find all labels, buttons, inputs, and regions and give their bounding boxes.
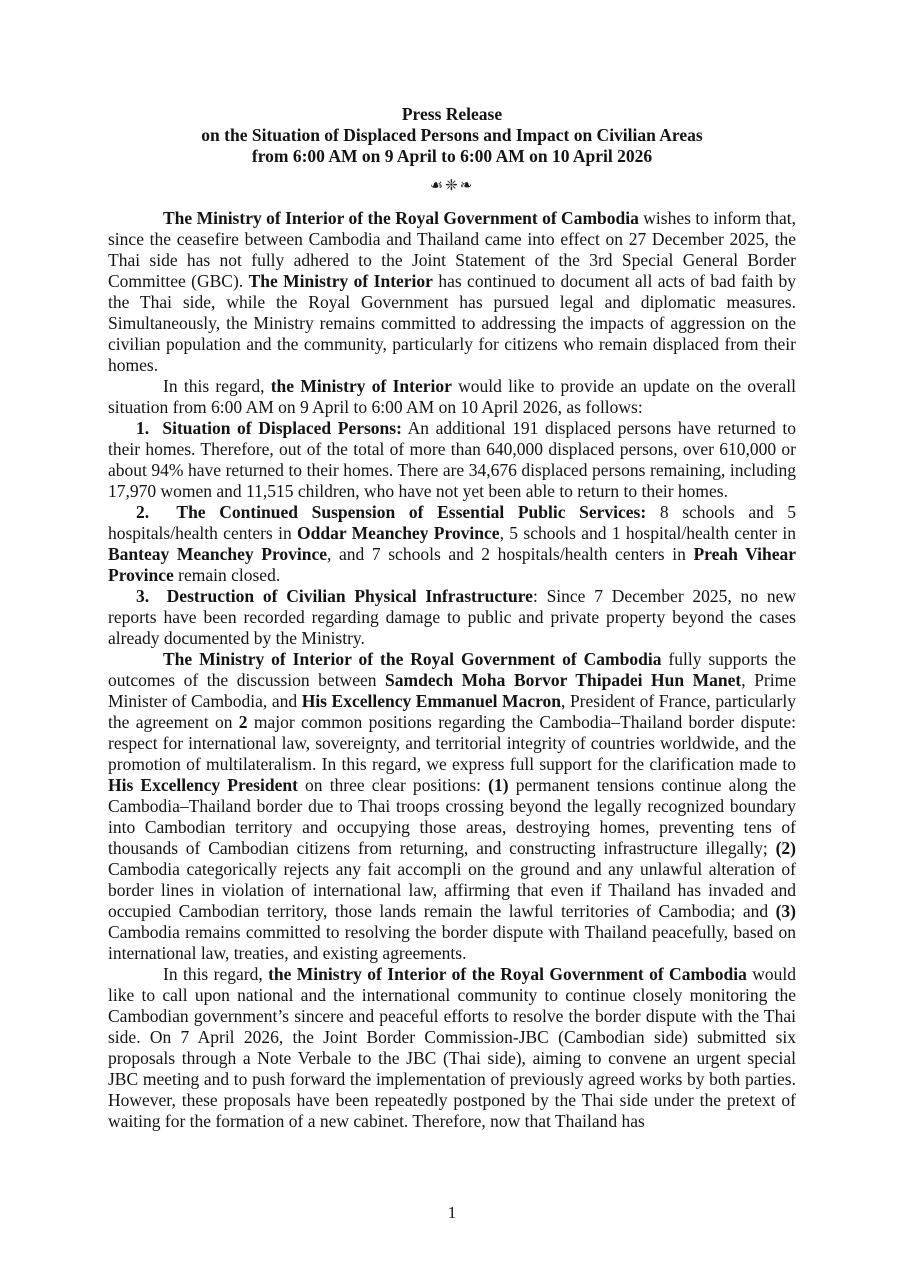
- text-run: : Since 7 December 2025, no new reports have been recorded regarding damage to public and private property beyond the cases already documented by the Ministry.: [108, 586, 796, 648]
- text-run: Cambodia categorically rejects any fait accompli on the ground and any unlawful alteration of border lines in violation of international law, affirming that even if Thailand has invaded and occupied Cambodian territory, those lands remain the lawful territories of Cambodia; and: [108, 859, 796, 921]
- text-run: , President of France, particularly the agreement on: [108, 691, 796, 732]
- bold-text-run: 2: [238, 712, 248, 732]
- bold-text-run: 1. Situation of Displaced Persons:: [136, 418, 402, 438]
- text-run: fully supports the outcomes of the discussion between: [108, 649, 796, 690]
- bold-text-run: The Ministry of Interior: [248, 271, 433, 291]
- text-run: Cambodia remains committed to resolving the border dispute with Thailand peacefully, based on international law, treaties, and existing agreements.: [108, 922, 796, 963]
- bold-text-run: (1): [488, 775, 509, 795]
- paragraph: [108, 376, 796, 418]
- text-run: on three clear positions:: [297, 775, 489, 795]
- text-run: permanent tensions continue along the Cambodia–Thailand border due to Thai troops crossing beyond the legally recognized boundary into Cambodian territory and occupying those areas, destroying homes, preventing tens of thousands of Cambodian citizens from returning, and constructing infrastructure illegally;: [108, 775, 796, 858]
- text-run: would like to call upon national and the international community to continue closely monitoring the Cambodian government’s sincere and peaceful efforts to resolve the border dispute with the Thai side. On 7 April 2026, the Joint Border Commission-JBC (Cambodian side) submitted six proposals through a Note Verbale to the JBC (Thai side), aiming to convene an urgent special JBC meeting and to push forward the implementation of previously agreed works by both parties. However, these proposals have been repeatedly postponed by the Thai side under the pretext of waiting for the formation of a new cabinet. Therefore, now that Thailand has: [108, 964, 796, 1131]
- page-number: 1: [447, 1203, 457, 1222]
- bold-text-run: 3. Destruction of Civilian Physical Infrastructure: [136, 586, 533, 606]
- bold-text-run: The Ministry of Interior of the Royal Government of Cambodia: [163, 649, 662, 669]
- title-line-3: from 6:00 AM on 9 April to 6:00 AM on 10 April 2026: [251, 146, 653, 166]
- paragraph: [108, 586, 796, 649]
- paragraph: [108, 208, 796, 376]
- bold-text-run: the Ministry of Interior: [270, 376, 452, 396]
- text-run: major common positions regarding the Cambodia–Thailand border dispute: respect for international law, sovereignty, and territorial integrity of countries worldwide, and the promotion of multilateralism. In this regard, we express full support for the clarification made to: [108, 712, 796, 774]
- paragraph: [108, 502, 796, 586]
- text-run: has continued to document all acts of bad faith by the Thai side, while the Royal Government has pursued legal and diplomatic measures. Simultaneously, the Ministry remains committed to addressing the impacts of aggression on the civilian population and the community, particularly for citizens who remain displaced from their homes.: [108, 271, 796, 375]
- document-body: [108, 208, 796, 1132]
- text-run: would like to provide an update on the overall situation from 6:00 AM on 9 April to 6:00 AM on 10 April 2026, as follows:: [108, 376, 796, 417]
- text-run: , 5 schools and 1 hospital/health center in: [499, 523, 797, 543]
- paragraph: [108, 418, 796, 502]
- bold-text-run: The Ministry of Interior of the Royal Government of Cambodia: [163, 208, 639, 228]
- bold-text-run: His Excellency President: [108, 775, 298, 795]
- paragraph: [108, 649, 796, 964]
- bold-text-run: Banteay Meanchey Province: [108, 544, 328, 564]
- text-run: In this regard,: [163, 964, 269, 984]
- paragraph: [108, 964, 796, 1132]
- document-title: [108, 104, 796, 167]
- text-run: An additional 191 displaced persons have returned to their homes. Therefore, out of the total of more than 640,000 displaced persons, over 610,000 or about 94% have returned to their homes. There are 34,676 displaced persons remaining, including 17,970 women and 11,515 children, who have not yet been able to return to their homes.: [108, 418, 797, 501]
- bold-text-run: the Ministry of Interior of the Royal Government of Cambodia: [268, 964, 747, 984]
- title-line-1: Press Release: [401, 104, 503, 124]
- bold-text-run: (2): [775, 838, 796, 858]
- bold-text-run: (3): [775, 901, 796, 921]
- text-run: , Prime Minister of Cambodia, and: [108, 670, 796, 711]
- text-run: wishes to inform that, since the ceasefire between Cambodia and Thailand came into effect on 27 December 2025, the Thai side has not fully adhered to the Joint Statement of the 3rd Special General Border Committee (GBC).: [108, 208, 796, 291]
- floral-divider-ornament: ☙❈❧: [429, 178, 475, 194]
- text-run: In this regard,: [163, 376, 271, 396]
- text-run: remain closed.: [173, 565, 281, 585]
- text-run: 8 schools and 5 hospitals/health centers in: [108, 502, 796, 543]
- bold-text-run: Preah Vihear Province: [108, 544, 796, 585]
- bold-text-run: 2. The Continued Suspension of Essential Public Services:: [136, 502, 647, 522]
- bold-text-run: His Excellency Emmanuel Macron: [301, 691, 562, 711]
- bold-text-run: Samdech Moha Borvor Thipadei Hun Manet: [385, 670, 742, 690]
- text-run: , and 7 schools and 2 hospitals/health centers in: [327, 544, 694, 564]
- bold-text-run: Oddar Meanchey Province: [297, 523, 500, 543]
- title-line-2: on the Situation of Displaced Persons and Impact on Civilian Areas: [201, 125, 703, 145]
